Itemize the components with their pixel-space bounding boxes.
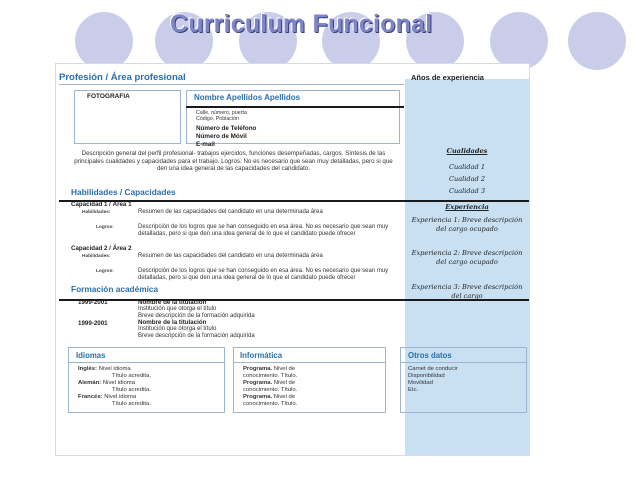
language-name: Inglés: [78, 366, 97, 372]
program-name: Programa. [243, 380, 273, 386]
experience-item: Experiencia 3: Breve descripción del cargo [411, 283, 523, 300]
computing-heading: Informática [240, 351, 283, 360]
program-detail: conocimiento. Título. [243, 401, 298, 407]
other-item: Movilidad [408, 380, 433, 386]
years-heading: Años de experiencia [411, 73, 484, 82]
skill-label: Logros: [96, 225, 114, 230]
divider [68, 362, 224, 363]
experience-item: Experiencia 2: Breve descripción del cargo ocupado [411, 249, 523, 266]
education-institution: Institución que otorga el título [138, 306, 217, 312]
address-line: Calle, número, puerta [196, 110, 247, 116]
quality-item: Cualidad 3 [448, 187, 486, 195]
program-name: Programa. [243, 394, 273, 400]
education-title: Nombre de la titulación [138, 319, 207, 326]
skill-title: Capacidad 2 / Área 2 [71, 245, 132, 252]
education-description: Breve descripción de la formación adquirida [138, 313, 255, 319]
divider [400, 362, 526, 363]
program-level: Nivel de [273, 366, 296, 372]
program-level: Nivel de [273, 394, 296, 400]
divider [59, 84, 404, 85]
language-level: Nivel idioma [102, 380, 135, 386]
language-level: Nivel idioma [98, 366, 131, 372]
skill-label: Habilidades: [82, 210, 111, 215]
skill-text: Descripción de los logros que se han conseguido en esa área. No es necesario que sean muy detalladas, pero si que den una idea general de lo que el candidato puede ofrecer [138, 224, 389, 238]
candidate-name: Nombre Apellidos Apellidos [194, 93, 301, 102]
decorative-circle [490, 12, 548, 70]
language-name: Alemán: [78, 380, 102, 386]
language-cert: Título acredita. [112, 401, 151, 407]
divider [233, 362, 385, 363]
education-years: 1999-2001 [78, 320, 108, 327]
language-name: Francés: [78, 394, 103, 400]
phone-number: Número de Teléfono [196, 125, 257, 132]
skill-title: Capacidad 1 / Área 1 [71, 201, 132, 208]
divider [186, 106, 404, 108]
address-line: Código, Población [196, 116, 239, 122]
other-item: Carnet de conducir [408, 366, 458, 372]
program-detail: conocimiento. Título. [243, 387, 298, 393]
language-cert: Título acredita. [112, 387, 151, 393]
program-name: Programa. [243, 366, 273, 372]
slide-title: Curriculum Funcional [170, 10, 433, 38]
skill-text: Descripción de los logros que se han conseguido en esa área. No es necesario que sean muy detalladas, pero si que den una idea general de lo que el candidato puede ofrecer [138, 268, 389, 282]
email: E-mail [196, 141, 215, 148]
education-years: 1999-2001 [78, 299, 108, 306]
other-data-heading: Otros datos [408, 351, 452, 360]
program-detail: conocimiento. Título. [243, 373, 298, 379]
quality-item: Cualidad 2 [448, 175, 486, 183]
decorative-circle [568, 12, 626, 70]
language-cert: Título acredita. [112, 373, 151, 379]
cv-document [55, 63, 530, 456]
profile-description: Descripción general del perfil profesional- trabajos ejercidos, funciones desempeñadas, cargos. Síntesis de las principales cualidades y capacidades para el trabajo. Logros. No es necesario que sean muy detalladas, pero si que den una idea general de las capacidades del candidato. [74, 150, 393, 173]
qualities-heading: Cualidades [446, 147, 488, 155]
languages-heading: Idiomas [76, 351, 106, 360]
photo-label: FOTOGRAFIA [87, 93, 130, 100]
education-heading: Formación académica [71, 284, 159, 294]
decorative-circle [75, 12, 133, 70]
skill-text: Resumen de las capacidades del candidato en una determinada área [138, 209, 323, 215]
experience-item: Experiencia 1: Breve descripción del cargo ocupado [411, 216, 523, 233]
profession-heading: Profesión / Área profesional [59, 72, 186, 83]
education-institution: Institución que otorga el título [138, 326, 217, 332]
program-level: Nivel de [273, 380, 296, 386]
skill-label: Logros: [96, 269, 114, 274]
skills-heading: Habilidades / Capacidades [71, 187, 176, 197]
experience-heading: Experiencia [445, 203, 489, 211]
skill-text: Resumen de las capacidades del candidato en una determinada área [138, 253, 323, 259]
skill-label: Habilidades: [82, 254, 111, 259]
education-description: Breve descripción de la formación adquirida [138, 333, 255, 339]
mobile-number: Número de Móvil [196, 133, 247, 140]
quality-item: Cualidad 1 [448, 163, 486, 171]
language-level: Nivel idioma [104, 394, 137, 400]
other-item: Etc. [408, 387, 419, 393]
education-title: Nombre de la titulación [138, 299, 207, 306]
other-item: Disponibilidad [408, 373, 445, 379]
